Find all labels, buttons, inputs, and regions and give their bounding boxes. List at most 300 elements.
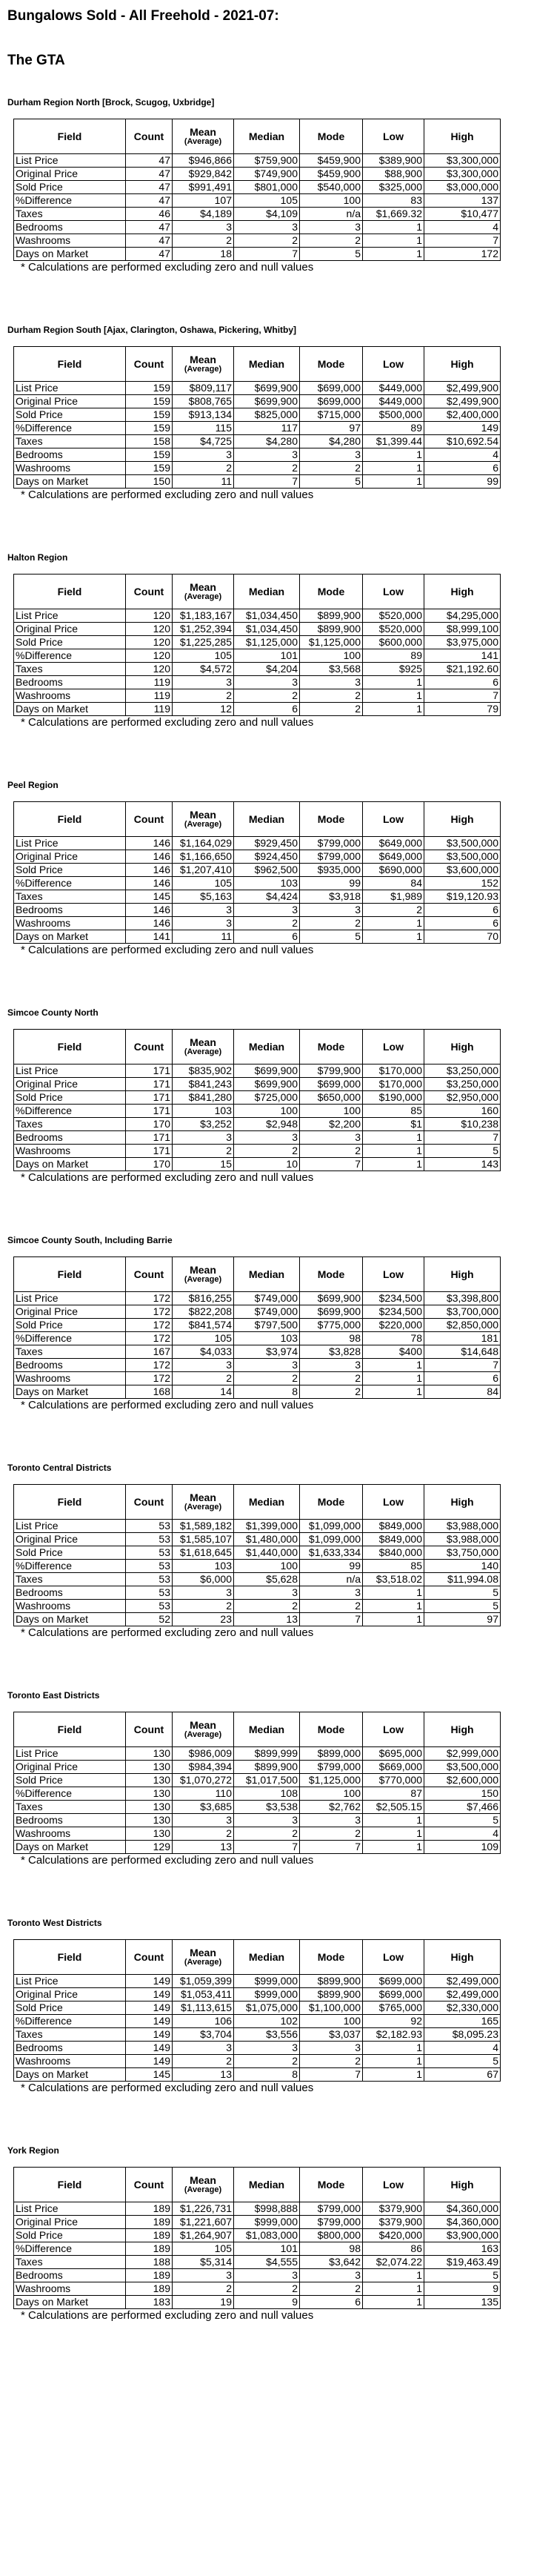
cell-high: $3,500,000: [424, 1761, 501, 1774]
cell-mean: $1,264,907: [173, 2229, 234, 2242]
cell-low: 1: [363, 2296, 424, 2309]
table-row: [14, 1814, 501, 1827]
table-row: [14, 1158, 501, 1171]
cell-low: 85: [363, 1560, 424, 1573]
header-median: Median: [234, 1257, 300, 1292]
cell-low: $765,000: [363, 2001, 424, 2015]
cell-mode: $1,125,000: [300, 636, 363, 649]
cell-mode: $699,900: [300, 1305, 363, 1319]
cell-field: Sold Price: [14, 2229, 126, 2242]
cell-high: $4,295,000: [424, 609, 501, 623]
cell-count: 130: [126, 1747, 173, 1761]
cell-high: $11,994.08: [424, 1573, 501, 1586]
cell-mean: 3: [173, 2042, 234, 2055]
cell-count: 159: [126, 462, 173, 475]
cell-median: 101: [234, 649, 300, 663]
cell-count: 130: [126, 1774, 173, 1787]
table-row: [14, 877, 501, 890]
cell-count: 189: [126, 2242, 173, 2256]
cell-mean: $835,902: [173, 1064, 234, 1078]
region-title: Simcoe County South, Including Barrie: [7, 1235, 173, 1245]
region-title: Toronto West Districts: [7, 1918, 102, 1928]
cell-mode: $899,900: [300, 1975, 363, 1988]
cell-low: 1: [363, 1586, 424, 1600]
cell-low: $695,000: [363, 1747, 424, 1761]
cell-low: 1: [363, 1841, 424, 1854]
cell-high: 149: [424, 422, 501, 435]
cell-field: %Difference: [14, 2015, 126, 2028]
header-field: Field: [14, 1257, 126, 1292]
cell-low: $1,669.32: [363, 208, 424, 221]
table-row: [14, 2028, 501, 2042]
cell-mean: 15: [173, 1158, 234, 1171]
cell-count: 119: [126, 676, 173, 689]
header-mean-sub: (Average): [184, 2185, 222, 2194]
table-row: [14, 1091, 501, 1105]
header-high: High: [424, 802, 501, 837]
cell-high: $3,300,000: [424, 154, 501, 168]
cell-mode: 100: [300, 194, 363, 208]
cell-high: $2,499,900: [424, 395, 501, 408]
header-mean-label: Mean: [190, 1264, 216, 1276]
cell-low: $649,000: [363, 837, 424, 850]
table-row: [14, 1319, 501, 1332]
table-header-row: [14, 1712, 501, 1747]
cell-high: $3,600,000: [424, 864, 501, 877]
cell-median: $797,500: [234, 1319, 300, 1332]
cell-low: $1: [363, 1118, 424, 1131]
cell-mean: 2: [173, 1827, 234, 1841]
table-header-row: [14, 347, 501, 382]
cell-low: 1: [363, 1372, 424, 1385]
cell-mode: $699,000: [300, 382, 363, 395]
cell-low: 87: [363, 1787, 424, 1801]
header-low: Low: [363, 802, 424, 837]
cell-field: List Price: [14, 1292, 126, 1305]
cell-median: 2: [234, 462, 300, 475]
cell-high: 7: [424, 689, 501, 703]
cell-high: $10,692.54: [424, 435, 501, 448]
cell-median: $3,974: [234, 1345, 300, 1359]
cell-high: 165: [424, 2015, 501, 2028]
cell-mode: 5: [300, 475, 363, 489]
header-field: Field: [14, 347, 126, 382]
cell-mode: 6: [300, 2296, 363, 2309]
cell-mean: 12: [173, 703, 234, 716]
cell-high: $8,095.23: [424, 2028, 501, 2042]
cell-median: 10: [234, 1158, 300, 1171]
cell-high: 140: [424, 1560, 501, 1573]
cell-low: $220,000: [363, 1319, 424, 1332]
cell-mean: $1,252,394: [173, 623, 234, 636]
cell-mode: 7: [300, 1158, 363, 1171]
cell-count: 130: [126, 1787, 173, 1801]
cell-mean: 18: [173, 248, 234, 261]
region-section: [7, 552, 547, 729]
header-mode: Mode: [300, 119, 363, 154]
cell-high: $3,250,000: [424, 1078, 501, 1091]
cell-count: 120: [126, 649, 173, 663]
cell-high: 7: [424, 1359, 501, 1372]
cell-median: $3,538: [234, 1801, 300, 1814]
cell-field: Washrooms: [14, 689, 126, 703]
cell-low: 1: [363, 1131, 424, 1145]
cell-median: $924,450: [234, 850, 300, 864]
cell-mean: $1,207,410: [173, 864, 234, 877]
cell-mode: $800,000: [300, 2229, 363, 2242]
cell-high: 4: [424, 221, 501, 234]
table-row: [14, 1131, 501, 1145]
header-mean-sub: (Average): [184, 1047, 222, 1056]
cell-high: 5: [424, 2055, 501, 2068]
cell-mode: 2: [300, 703, 363, 716]
cell-median: $749,000: [234, 1305, 300, 1319]
cell-field: Washrooms: [14, 917, 126, 930]
cell-median: 3: [234, 1359, 300, 1372]
cell-mode: 3: [300, 1814, 363, 1827]
cell-low: $420,000: [363, 2229, 424, 2242]
cell-mean: 105: [173, 649, 234, 663]
header-mean-sub: (Average): [184, 1958, 222, 1967]
header-median: Median: [234, 575, 300, 609]
cell-field: Original Price: [14, 850, 126, 864]
cell-field: Bedrooms: [14, 221, 126, 234]
cell-mean: 2: [173, 689, 234, 703]
cell-mean: $841,574: [173, 1319, 234, 1332]
table-row: [14, 2296, 501, 2309]
footnote: * Calculations are performed excluding zero and null values: [21, 1626, 314, 1639]
cell-mode: 3: [300, 221, 363, 234]
cell-mode: $799,000: [300, 2216, 363, 2229]
header-count: Count: [126, 802, 173, 837]
cell-field: Bedrooms: [14, 2042, 126, 2055]
cell-low: 1: [363, 1814, 424, 1827]
table-row: [14, 422, 501, 435]
cell-count: 47: [126, 154, 173, 168]
table-row: [14, 408, 501, 422]
cell-high: 172: [424, 248, 501, 261]
cell-mode: $3,828: [300, 1345, 363, 1359]
cell-count: 47: [126, 168, 173, 181]
cell-high: $3,750,000: [424, 1546, 501, 1560]
table-row: [14, 850, 501, 864]
cell-field: Days on Market: [14, 1158, 126, 1171]
cell-field: Washrooms: [14, 462, 126, 475]
cell-median: 9: [234, 2296, 300, 2309]
header-mode: Mode: [300, 1030, 363, 1064]
cell-median: $4,280: [234, 435, 300, 448]
cell-high: 84: [424, 1385, 501, 1399]
cell-count: 149: [126, 2042, 173, 2055]
cell-high: 137: [424, 194, 501, 208]
cell-count: 172: [126, 1372, 173, 1385]
stats-table: [13, 1484, 501, 1626]
cell-mode: 99: [300, 877, 363, 890]
table-row: [14, 609, 501, 623]
stats-table: [13, 1712, 501, 1854]
cell-field: Original Price: [14, 623, 126, 636]
cell-count: 149: [126, 2028, 173, 2042]
header-field: Field: [14, 802, 126, 837]
cell-field: Bedrooms: [14, 676, 126, 689]
cell-low: $669,000: [363, 1761, 424, 1774]
cell-low: 1: [363, 1827, 424, 1841]
cell-high: $4,360,000: [424, 2202, 501, 2216]
cell-count: 146: [126, 864, 173, 877]
cell-high: $3,500,000: [424, 850, 501, 864]
cell-mean: 3: [173, 1359, 234, 1372]
cell-median: 103: [234, 877, 300, 890]
cell-low: $379,900: [363, 2202, 424, 2216]
cell-low: $400: [363, 1345, 424, 1359]
cell-low: 1: [363, 2269, 424, 2282]
cell-mode: 3: [300, 1359, 363, 1372]
header-mean-label: Mean: [190, 1491, 216, 1503]
cell-high: $3,300,000: [424, 168, 501, 181]
table-row: [14, 395, 501, 408]
cell-median: $899,999: [234, 1747, 300, 1761]
cell-low: 1: [363, 703, 424, 716]
header-mean: [173, 1712, 234, 1747]
cell-field: Bedrooms: [14, 904, 126, 917]
table-row: [14, 864, 501, 877]
cell-high: $10,477: [424, 208, 501, 221]
cell-field: Taxes: [14, 890, 126, 904]
cell-median: 2: [234, 234, 300, 248]
cell-low: 89: [363, 649, 424, 663]
cell-high: $2,999,000: [424, 1747, 501, 1761]
cell-median: 108: [234, 1787, 300, 1801]
table-row: [14, 1372, 501, 1385]
cell-count: 168: [126, 1385, 173, 1399]
cell-mean: $4,189: [173, 208, 234, 221]
table-row: [14, 1600, 501, 1613]
cell-median: 3: [234, 1814, 300, 1827]
cell-mean: 2: [173, 1145, 234, 1158]
cell-mean: 3: [173, 917, 234, 930]
cell-mean: 2: [173, 1372, 234, 1385]
table-row: [14, 1105, 501, 1118]
cell-high: $14,648: [424, 1345, 501, 1359]
cell-count: 52: [126, 1613, 173, 1626]
table-row: [14, 2216, 501, 2229]
cell-mode: $699,900: [300, 1292, 363, 1305]
table-row: [14, 2055, 501, 2068]
header-mean: [173, 802, 234, 837]
header-mode: Mode: [300, 1940, 363, 1975]
table-row: [14, 475, 501, 489]
cell-mean: $946,866: [173, 154, 234, 168]
cell-count: 120: [126, 663, 173, 676]
cell-low: 1: [363, 2055, 424, 2068]
table-header-row: [14, 1030, 501, 1064]
header-mean-sub: (Average): [184, 820, 222, 829]
header-mode: Mode: [300, 1257, 363, 1292]
cell-low: 1: [363, 676, 424, 689]
cell-field: List Price: [14, 154, 126, 168]
cell-count: 149: [126, 2001, 173, 2015]
cell-mode: n/a: [300, 1573, 363, 1586]
cell-median: 7: [234, 475, 300, 489]
cell-high: 150: [424, 1787, 501, 1801]
cell-field: Sold Price: [14, 1774, 126, 1787]
cell-mean: 105: [173, 1332, 234, 1345]
cell-field: Sold Price: [14, 1091, 126, 1105]
cell-field: Taxes: [14, 2256, 126, 2269]
header-high: High: [424, 1940, 501, 1975]
region-section: [7, 1007, 547, 1184]
header-median: Median: [234, 1030, 300, 1064]
table-row: [14, 2242, 501, 2256]
header-mean-sub: (Average): [184, 592, 222, 601]
cell-count: 189: [126, 2229, 173, 2242]
table-header-row: [14, 2168, 501, 2202]
cell-count: 149: [126, 1975, 173, 1988]
cell-high: 6: [424, 462, 501, 475]
cell-high: $3,700,000: [424, 1305, 501, 1319]
cell-median: 2: [234, 2282, 300, 2296]
cell-count: 183: [126, 2296, 173, 2309]
cell-mean: 13: [173, 2068, 234, 2082]
table-row: [14, 1827, 501, 1841]
cell-mode: $459,900: [300, 168, 363, 181]
header-count: Count: [126, 2168, 173, 2202]
document-title: Bungalows Sold - All Freehold - 2021-07:: [7, 8, 279, 24]
cell-count: 149: [126, 2015, 173, 2028]
cell-mean: $841,243: [173, 1078, 234, 1091]
table-row: [14, 904, 501, 917]
cell-field: Days on Market: [14, 1613, 126, 1626]
region-section: [7, 1917, 547, 2094]
header-low: Low: [363, 1485, 424, 1520]
cell-count: 130: [126, 1827, 173, 1841]
cell-low: $1,989: [363, 890, 424, 904]
cell-high: 143: [424, 1158, 501, 1171]
header-mean: [173, 1030, 234, 1064]
cell-mode: 3: [300, 904, 363, 917]
cell-mean: $991,491: [173, 181, 234, 194]
region-section: [7, 779, 547, 956]
cell-mean: $4,033: [173, 1345, 234, 1359]
cell-high: 7: [424, 234, 501, 248]
table-row: [14, 1078, 501, 1091]
cell-high: 6: [424, 676, 501, 689]
cell-low: 2: [363, 904, 424, 917]
table-row: [14, 1988, 501, 2001]
header-high: High: [424, 1030, 501, 1064]
cell-low: $600,000: [363, 636, 424, 649]
region-title: Halton Region: [7, 552, 68, 563]
cell-median: 100: [234, 1105, 300, 1118]
cell-high: 109: [424, 1841, 501, 1854]
cell-low: $770,000: [363, 1774, 424, 1787]
cell-count: 145: [126, 890, 173, 904]
cell-median: $998,888: [234, 2202, 300, 2216]
header-count: Count: [126, 347, 173, 382]
cell-field: Original Price: [14, 395, 126, 408]
region-title: Toronto East Districts: [7, 1690, 100, 1701]
cell-median: $899,900: [234, 1761, 300, 1774]
cell-mode: 2: [300, 689, 363, 703]
cell-low: 1: [363, 221, 424, 234]
cell-field: Original Price: [14, 2216, 126, 2229]
region-section: [7, 96, 547, 274]
header-field: Field: [14, 1485, 126, 1520]
cell-median: $1,440,000: [234, 1546, 300, 1560]
cell-count: 53: [126, 1520, 173, 1533]
cell-field: Original Price: [14, 1533, 126, 1546]
header-mean-label: Mean: [190, 1947, 216, 1959]
cell-median: 6: [234, 930, 300, 944]
cell-count: 129: [126, 1841, 173, 1854]
cell-count: 146: [126, 837, 173, 850]
header-count: Count: [126, 1485, 173, 1520]
cell-low: $449,000: [363, 382, 424, 395]
cell-mode: $540,000: [300, 181, 363, 194]
cell-high: 97: [424, 1613, 501, 1626]
table-row: [14, 703, 501, 716]
cell-field: %Difference: [14, 1560, 126, 1573]
header-high: High: [424, 119, 501, 154]
cell-median: 8: [234, 1385, 300, 1399]
cell-mean: $809,117: [173, 382, 234, 395]
cell-mean: $929,842: [173, 168, 234, 181]
stats-table: [13, 346, 501, 489]
header-field: Field: [14, 1030, 126, 1064]
cell-median: $801,000: [234, 181, 300, 194]
table-row: [14, 194, 501, 208]
cell-low: 1: [363, 930, 424, 944]
cell-median: 7: [234, 1841, 300, 1854]
cell-mode: $935,000: [300, 864, 363, 877]
cell-mean: $1,164,029: [173, 837, 234, 850]
cell-low: $1,399.44: [363, 435, 424, 448]
table-row: [14, 1573, 501, 1586]
cell-low: 83: [363, 194, 424, 208]
cell-mode: $2,200: [300, 1118, 363, 1131]
cell-median: 2: [234, 689, 300, 703]
table-row: [14, 462, 501, 475]
cell-count: 130: [126, 1814, 173, 1827]
cell-median: 3: [234, 221, 300, 234]
cell-count: 167: [126, 1345, 173, 1359]
table-row: [14, 2269, 501, 2282]
table-row: [14, 1305, 501, 1319]
table-header-row: [14, 575, 501, 609]
cell-median: $749,000: [234, 1292, 300, 1305]
header-high: High: [424, 575, 501, 609]
cell-median: $1,017,500: [234, 1774, 300, 1787]
cell-mean: $1,166,650: [173, 850, 234, 864]
cell-field: Taxes: [14, 2028, 126, 2042]
cell-low: $190,000: [363, 1091, 424, 1105]
cell-field: Washrooms: [14, 234, 126, 248]
cell-low: 1: [363, 475, 424, 489]
header-mode: Mode: [300, 1712, 363, 1747]
cell-high: $2,499,000: [424, 1988, 501, 2001]
cell-low: $379,900: [363, 2216, 424, 2229]
cell-low: $2,182.93: [363, 2028, 424, 2042]
table-row: [14, 1774, 501, 1787]
cell-high: 4: [424, 448, 501, 462]
cell-median: $1,083,000: [234, 2229, 300, 2242]
cell-median: $1,034,450: [234, 623, 300, 636]
stats-table: [13, 1029, 501, 1171]
cell-field: Days on Market: [14, 703, 126, 716]
region-title: Simcoe County North: [7, 1007, 99, 1018]
stats-table: [13, 1256, 501, 1399]
table-row: [14, 1613, 501, 1626]
